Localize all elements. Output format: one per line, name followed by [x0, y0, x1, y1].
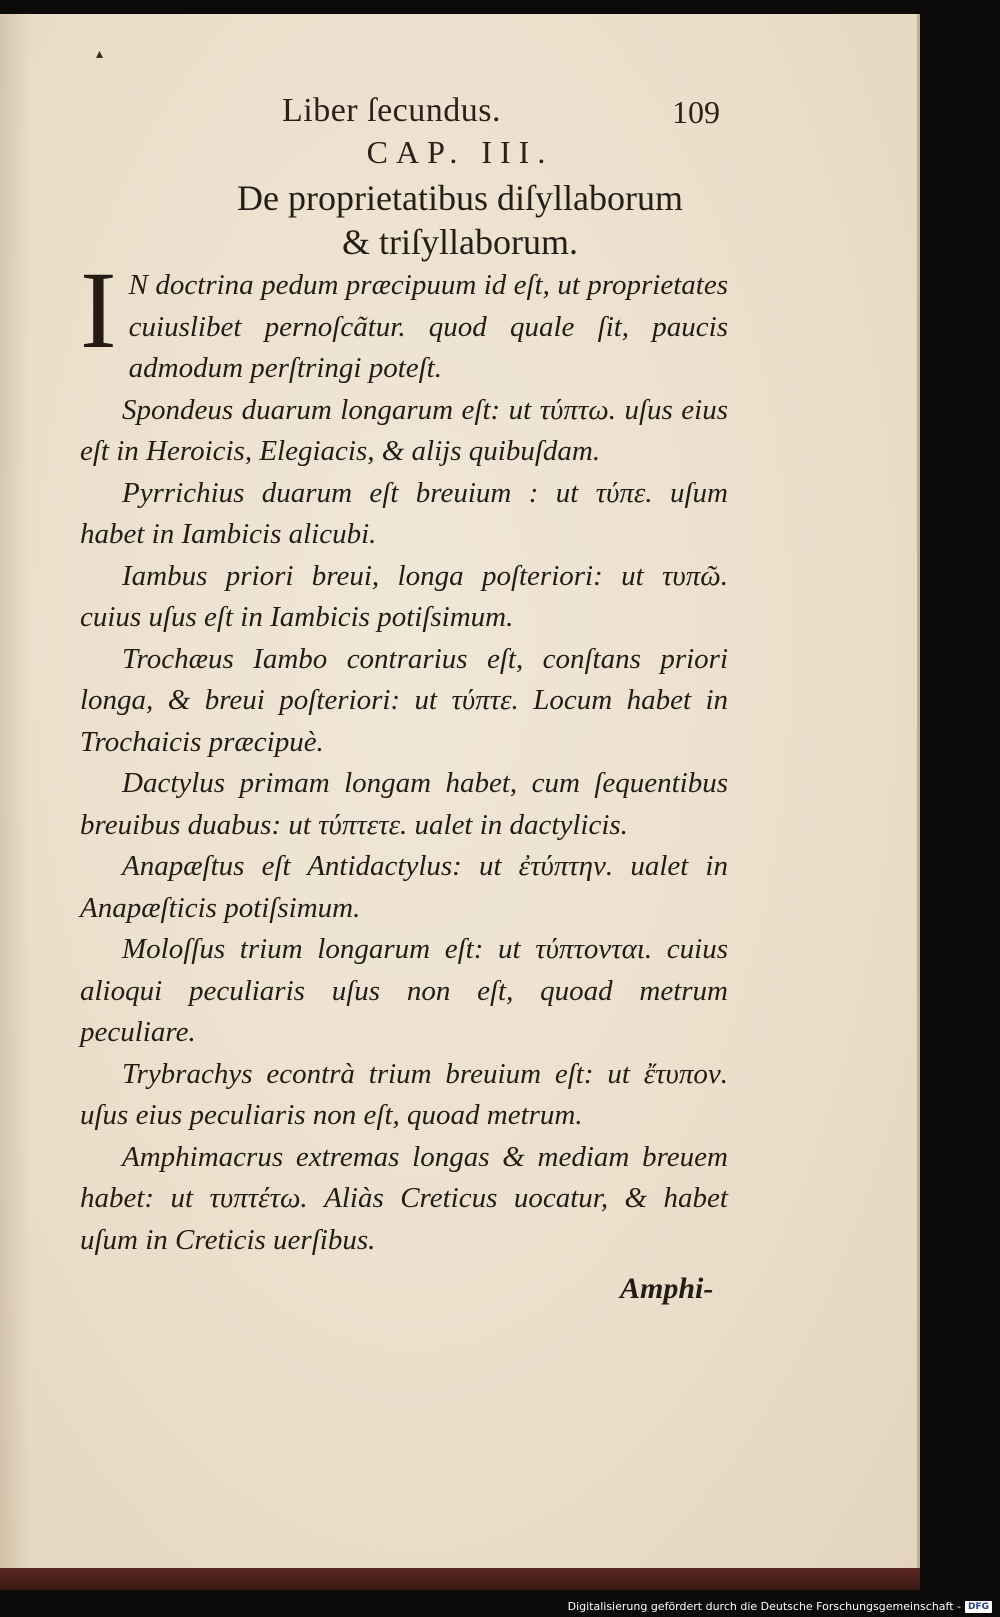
paragraph-pyrrichius: Pyrrichius duarum eſt breuium : ut τύπε. uſum habet in Iambicis alicubi.: [80, 476, 728, 550]
paragraph-anapaestus: Anapæſtus eſt Antidactylus: ut ἐτύπτην. ualet in Anapæſticis potiſsimum.: [80, 850, 728, 924]
book-page: [0, 14, 920, 1586]
heading-line-2: & triſyllaborum.: [342, 222, 578, 262]
paragraph-trybrachys: Trybrachys econtrà trium breuium eſt: ut ἔτυπον. uſus eius peculiaris non eſt, quoad metrum.: [80, 1057, 728, 1131]
credit-text: Digitalisierung gefördert durch die Deutsche Forschungsgemeinschaft -: [567, 1600, 961, 1613]
body-text: [80, 249, 728, 1261]
paragraph-trochaeus: Trochæus Iambo contrarius eſt, conſtans priori longa, & breui poſteriori: ut τύπτε. Locum habet in Trochaicis præcipuè.: [80, 642, 728, 758]
paragraph-spondeus: Spondeus duarum longarum eſt: ut τύπτω. uſus eius eſt in Heroicis, Elegiacis, & alijs quibuſdam.: [80, 393, 728, 467]
corner-mark: ▴: [96, 46, 104, 62]
page-edge-band: [0, 1568, 920, 1590]
paragraph-iambus: Iambus priori breui, longa poſteriori: ut τυπῶ. cuius uſus eſt in Iambicis potiſsimum.: [80, 559, 728, 633]
gutter-shadow: [0, 14, 30, 1586]
running-title: Liber ſecundus.: [282, 92, 501, 129]
catchword: Amphi-: [620, 1272, 714, 1305]
paragraph-intro: [80, 249, 728, 390]
page-number: 109: [672, 94, 720, 130]
dfg-logo: DFG: [965, 1601, 992, 1613]
chapter-heading: [100, 176, 820, 264]
paragraph-molossus: Moloſſus trium longarum eſt: ut τύπτονται. cuius alioqui peculiaris uſus non eſt, quoad metrum peculiare.: [80, 933, 728, 1048]
paragraph-dactylus: Dactylus primam longam habet, cum ſequentibus breuibus duabus: ut τύπτετε. ualet in dactylicis.: [80, 767, 728, 841]
chapter-number: CAP. III.: [366, 134, 554, 170]
digitization-credit: [568, 1600, 992, 1613]
paragraph-text: N doctrina pedum præcipuum id eſt, ut proprietates cuiuslibet pernoſcãtur. quod quale ſit, paucis admodum perſtringi poteſt.: [128, 269, 728, 384]
drop-cap: I: [80, 249, 117, 371]
running-head: [0, 86, 920, 136]
paragraph-amphimacrus: Amphimacrus extremas longas & mediam breuem habet: ut τυπτέτω. Aliàs Creticus uocatur, & habet uſum in Creticis uerſibus.: [80, 1140, 728, 1256]
heading-line-1: De proprietatibus diſyllaborum: [237, 178, 683, 218]
